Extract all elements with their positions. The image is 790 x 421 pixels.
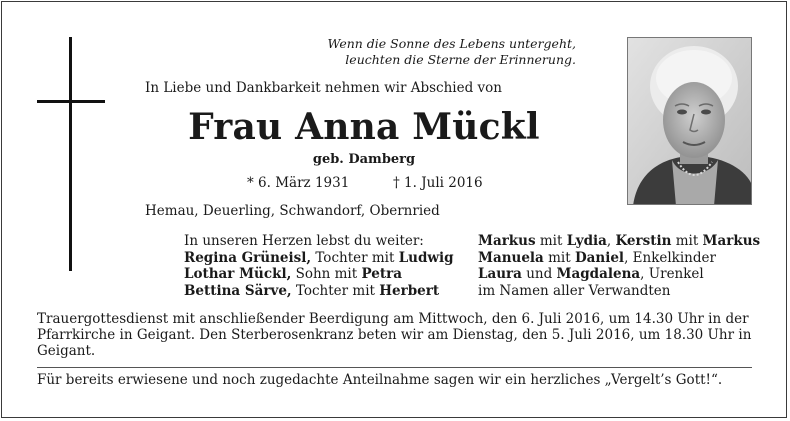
mourner-text: mit (535, 233, 567, 249)
mourner-line (478, 250, 760, 267)
poem (300, 36, 576, 68)
deceased-name: Frau Anna Mückl (188, 106, 540, 148)
mourner-name: Markus (478, 233, 536, 249)
mourner-text: und (521, 266, 557, 282)
mourner-relation: Tochter mit (291, 282, 380, 299)
funeral-service-text: Trauergottesdienst mit anschließender Beerdigung am Mittwoch, den 6. Juli 2016, um 14.30 Uhr in der Pfarrkirche in Geigant. Den Sterberosenkranz beten wir am Dienstag, den 5. Juli 2016, um 18.30 Uhr in Geigant. (37, 311, 752, 359)
mourner-relation: Sohn mit (291, 266, 362, 282)
mourner-text: im Namen aller Verwandten (478, 282, 671, 299)
mourner-line (478, 283, 760, 300)
poem-line: Wenn die Sonne des Lebens untergeht, (327, 36, 576, 51)
poem-line: leuchten die Sterne der Erinnerung. (345, 52, 576, 67)
mourner-name: Lothar Mückl, (184, 266, 292, 282)
mourner-text: , Urenkel (640, 266, 704, 282)
divider (37, 367, 752, 368)
life-dates (247, 175, 497, 191)
mourner-name: Regina Grüneisl, (184, 249, 312, 266)
mourner-name: Laura (478, 266, 522, 282)
mourner-partner: Petra (361, 266, 402, 282)
mourner-line (184, 250, 454, 267)
mourner-text: , Enkelkinder (624, 249, 716, 266)
mourner-partner: Herbert (379, 282, 440, 299)
mourner-line (184, 283, 454, 300)
cross-horizontal-bar (37, 100, 105, 103)
birth-date: * 6. März 1931 (247, 175, 350, 191)
mourner-line (478, 266, 760, 283)
mourner-name: Kerstin (615, 233, 672, 249)
mourner-name: Magdalena (556, 266, 641, 282)
birth-name: geb. Damberg (312, 152, 416, 167)
mourner-name: Manuela (478, 249, 544, 266)
cross-vertical-bar (69, 37, 72, 271)
mourner-heading: In unseren Herzen lebst du weiter: (184, 233, 424, 249)
portrait-image (628, 38, 752, 205)
mourner-line (184, 266, 454, 283)
mourners-left (184, 233, 454, 299)
portrait-photo (627, 37, 752, 205)
mourner-name: Bettina Särve, (184, 282, 292, 299)
mourners-right (478, 233, 760, 299)
mourner-name: Markus (702, 233, 761, 249)
mourner-text: mit (671, 233, 703, 249)
thanks-text: Für bereits erwiesene und noch zugedachte Anteilnahme sagen wir ein herzliches „Vergelt’s Gott!“. (37, 372, 723, 388)
mourner-name: Lydia (566, 233, 607, 249)
mourner-text: mit (543, 249, 575, 266)
mourner-relation: Tochter mit (311, 249, 399, 266)
mourner-line (478, 233, 760, 250)
mourner-text: , (606, 233, 616, 249)
mourner-name: Daniel (574, 249, 625, 266)
mourner-partner: Ludwig (398, 249, 454, 266)
intro-text: In Liebe und Dankbarkeit nehmen wir Abschied von (145, 80, 502, 96)
places: Hemau, Deuerling, Schwandorf, Obernried (145, 203, 440, 219)
death-date: † 1. Juli 2016 (393, 175, 483, 191)
mourner-line (184, 233, 454, 250)
